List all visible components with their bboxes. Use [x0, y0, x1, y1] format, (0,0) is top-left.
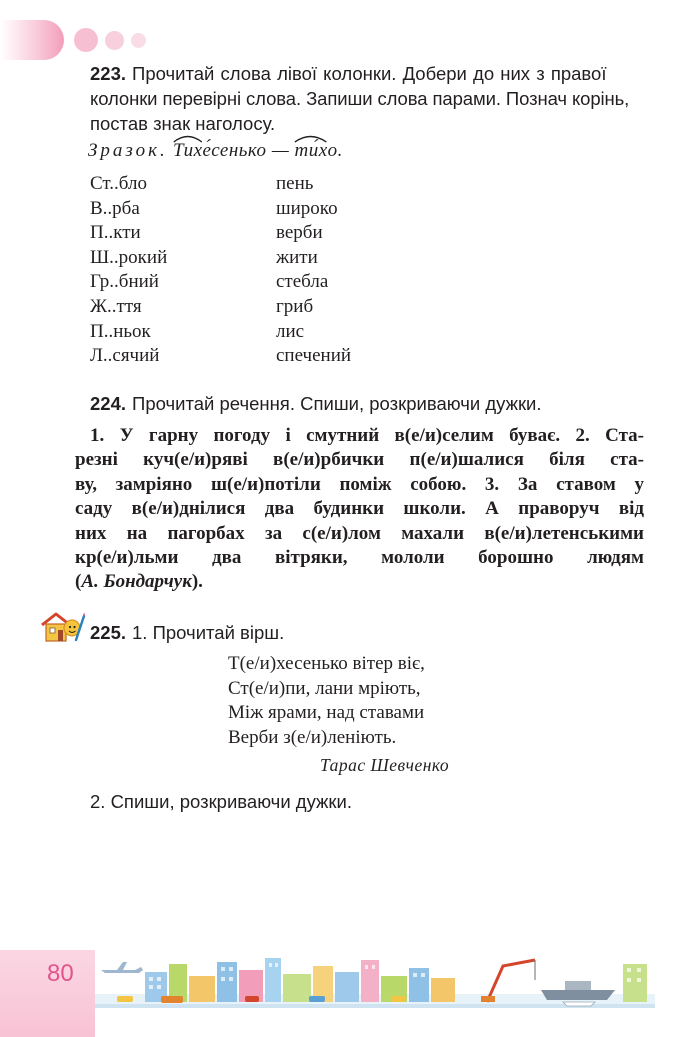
text-line: ву, замріяно ш(е/и)потіли поміж собою. 3. За ставом у — [75, 473, 644, 495]
right-word-column — [276, 172, 351, 369]
list-item: стебла — [276, 271, 329, 293]
page-number: 80 — [47, 960, 74, 987]
list-item: гриб — [276, 295, 314, 317]
exercise-223-instruction-line: колонки перевірні слова. Запиши слова парами. Познач корінь, — [90, 88, 630, 109]
list-item: В..рба — [90, 197, 140, 219]
list-item: жити — [276, 246, 318, 268]
root-mark: ти́х — [294, 140, 327, 162]
text-line: (А. Бондарчук). — [75, 571, 203, 593]
text-line: них на пагорбах за с(е/и)лом махали в(е/и)летенськими — [75, 522, 644, 544]
exercise-224-text — [75, 424, 645, 595]
sample-label: Зразок. — [88, 140, 168, 161]
list-item: Ст..бло — [90, 173, 147, 194]
exercise-223-instruction-line: постав знак наголосу. — [90, 113, 276, 134]
header-decoration-dot — [74, 28, 98, 52]
list-item: спечений — [276, 345, 352, 367]
header-decoration-bar — [0, 20, 64, 60]
exercise-223-instruction-line: 223. Прочитай слова лівої колонки. Добери до них з правої — [90, 63, 607, 84]
exercise-number: 223. — [90, 63, 127, 84]
left-word-column — [90, 172, 167, 369]
poem-line: Між ярами, над ставами — [228, 702, 425, 724]
list-item: лис — [276, 320, 305, 342]
poem-line: Т(е/и)хесенько вітер віє, — [228, 653, 425, 674]
list-item: пень — [276, 173, 314, 194]
list-item: широко — [276, 197, 338, 219]
list-item: Ж..ття — [90, 295, 142, 317]
poem-author: Тарас Шевченко — [320, 755, 450, 775]
list-item: П..ньок — [90, 320, 151, 342]
list-item: П..кти — [90, 222, 141, 244]
list-item: Л..сячий — [90, 345, 160, 367]
list-item: Ш..рокий — [90, 246, 168, 268]
home-task-icon — [38, 610, 86, 644]
poem-line: Ст(е/и)пи, лани мріють, — [228, 677, 421, 699]
exercise-225-instruction: 225. 1. Прочитай вірш. — [90, 622, 285, 643]
header-decoration-dot — [105, 31, 124, 50]
text-line: кр(е/и)льми два вітряки, мололи борошно людям — [75, 547, 644, 569]
sample-line: Зразок. Тихе́сенько — ти́хо. — [88, 140, 343, 162]
exercise-224-instruction: 224. Прочитай речення. Спиши, розкриваючи дужки. — [90, 393, 542, 414]
list-item: Гр..бний — [90, 271, 159, 293]
text-line: саду в(е/и)днілися два будинки школи. А праворуч від — [75, 498, 644, 520]
poem-line: Верби з(е/и)леніють. — [228, 726, 397, 748]
city-skyline-illustration — [95, 950, 655, 1010]
text-line: 1. У гарну погоду і смутний в(е/и)селим буває. 2. Ста- — [90, 425, 645, 446]
exercise-225-task-2: 2. Спиши, розкриваючи дужки. — [90, 791, 352, 812]
source-author: А. Бондарчук — [81, 571, 192, 593]
root-mark: Тих — [173, 140, 203, 162]
exercise-number: 224. — [90, 393, 127, 414]
text-line: резні куч(е/и)ряві в(е/и)рбички п(е/и)шалися біля ста- — [75, 449, 644, 471]
list-item: верби — [276, 222, 323, 244]
poem — [228, 652, 425, 750]
exercise-number: 225. — [90, 622, 127, 643]
header-decoration-dot — [131, 33, 146, 48]
